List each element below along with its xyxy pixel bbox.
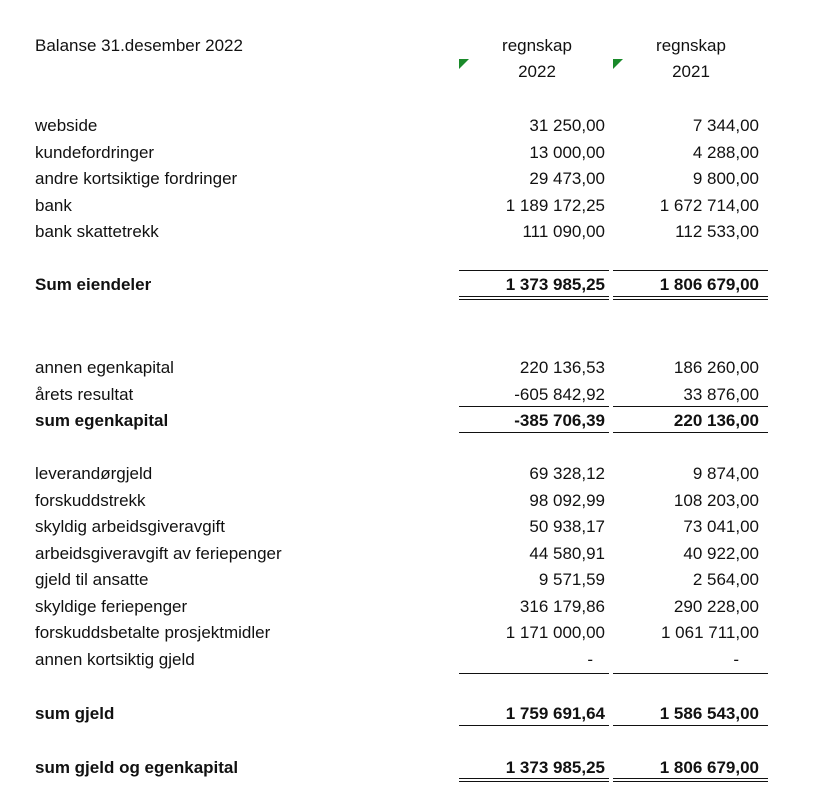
row-label: bank — [35, 196, 72, 215]
row-label: forskuddsbetalte prosjektmidler — [35, 623, 271, 642]
value-2022: 1 373 985,25 — [505, 758, 605, 777]
value-2022: 31 250,00 — [529, 116, 605, 135]
row-label: Sum eiendeler — [35, 275, 152, 294]
double-underline — [613, 781, 768, 782]
value-2021: - — [733, 650, 739, 669]
sum-divider-line — [613, 406, 768, 407]
value-2022: 316 179,86 — [519, 597, 605, 616]
double-underline — [613, 296, 768, 297]
value-2022: 111 090,00 — [522, 222, 605, 241]
value-2021: 4 288,00 — [692, 143, 759, 162]
value-2021: 1 586 543,00 — [659, 704, 759, 723]
double-underline — [459, 296, 609, 297]
value-2022: -605 842,92 — [514, 385, 605, 404]
value-2022: -385 706,39 — [514, 411, 605, 430]
column-header-2022-line2: 2022 — [518, 62, 556, 81]
underline — [459, 725, 609, 726]
value-2021: 73 041,00 — [683, 517, 759, 536]
row-label: leverandørgjeld — [35, 464, 153, 483]
value-2022: - — [587, 650, 593, 669]
double-underline — [613, 778, 768, 779]
value-2022: 1 171 000,00 — [505, 623, 605, 642]
underline — [459, 432, 609, 433]
row-label: årets resultat — [35, 385, 134, 404]
value-2022: 44 580,91 — [529, 544, 605, 563]
value-2022: 13 000,00 — [529, 143, 605, 162]
value-2022: 9 571,59 — [538, 570, 605, 589]
value-2021: 2 564,00 — [692, 570, 759, 589]
value-2021: 290 228,00 — [673, 597, 759, 616]
value-2021: 1 806 679,00 — [659, 275, 759, 294]
sum-divider-line — [613, 270, 768, 271]
row-label: sum gjeld — [35, 704, 115, 723]
value-2021: 1 672 714,00 — [659, 196, 759, 215]
row-label: bank skattetrekk — [35, 222, 159, 241]
double-underline — [613, 299, 768, 300]
value-2021: 9 874,00 — [692, 464, 759, 483]
value-2022: 50 938,17 — [529, 517, 605, 536]
row-label: kundefordringer — [35, 143, 155, 162]
row-label: arbeidsgiveravgift av feriepenger — [35, 544, 282, 563]
value-2021: 108 203,00 — [673, 491, 759, 510]
value-2022: 29 473,00 — [529, 169, 605, 188]
value-2021: 7 344,00 — [692, 116, 759, 135]
row-label: andre kortsiktige fordringer — [35, 169, 238, 188]
column-header-2021-line2: 2021 — [672, 62, 710, 81]
value-2021: 33 876,00 — [683, 385, 759, 404]
double-underline — [459, 781, 609, 782]
column-header-2022-line1: regnskap — [502, 36, 572, 55]
value-2021: 112 533,00 — [675, 222, 759, 241]
row-label: annen egenkapital — [35, 358, 174, 377]
double-underline — [459, 299, 609, 300]
value-2022: 69 328,12 — [529, 464, 605, 483]
sum-divider-line — [459, 270, 609, 271]
value-2022: 1 759 691,64 — [505, 704, 605, 723]
value-2022: 220 136,53 — [519, 358, 605, 377]
sum-divider-line — [459, 673, 609, 674]
row-label: skyldige feriepenger — [35, 597, 188, 616]
row-label: sum egenkapital — [35, 411, 169, 430]
row-label: webside — [35, 116, 98, 135]
value-2021: 1 806 679,00 — [659, 758, 759, 777]
double-underline — [459, 778, 609, 779]
page-title: Balanse 31.desember 2022 — [35, 36, 243, 55]
row-label: skyldig arbeidsgiveravgift — [35, 517, 225, 536]
row-label: gjeld til ansatte — [35, 570, 149, 589]
row-label: forskuddstrekk — [35, 491, 146, 510]
column-header-2021-line1: regnskap — [656, 36, 726, 55]
underline — [613, 432, 768, 433]
value-2022: 98 092,99 — [529, 491, 605, 510]
value-2021: 9 800,00 — [692, 169, 759, 188]
value-2022: 1 189 172,25 — [505, 196, 605, 215]
value-2021: 186 260,00 — [673, 358, 759, 377]
value-2021: 40 922,00 — [683, 544, 759, 563]
sum-divider-line — [459, 406, 609, 407]
row-label: annen kortsiktig gjeld — [35, 650, 195, 669]
value-2022: 1 373 985,25 — [505, 275, 605, 294]
value-2021: 1 061 711,00 — [661, 623, 759, 642]
row-label: sum gjeld og egenkapital — [35, 758, 239, 777]
value-2021: 220 136,00 — [673, 411, 759, 430]
underline — [613, 725, 768, 726]
sum-divider-line — [613, 673, 768, 674]
